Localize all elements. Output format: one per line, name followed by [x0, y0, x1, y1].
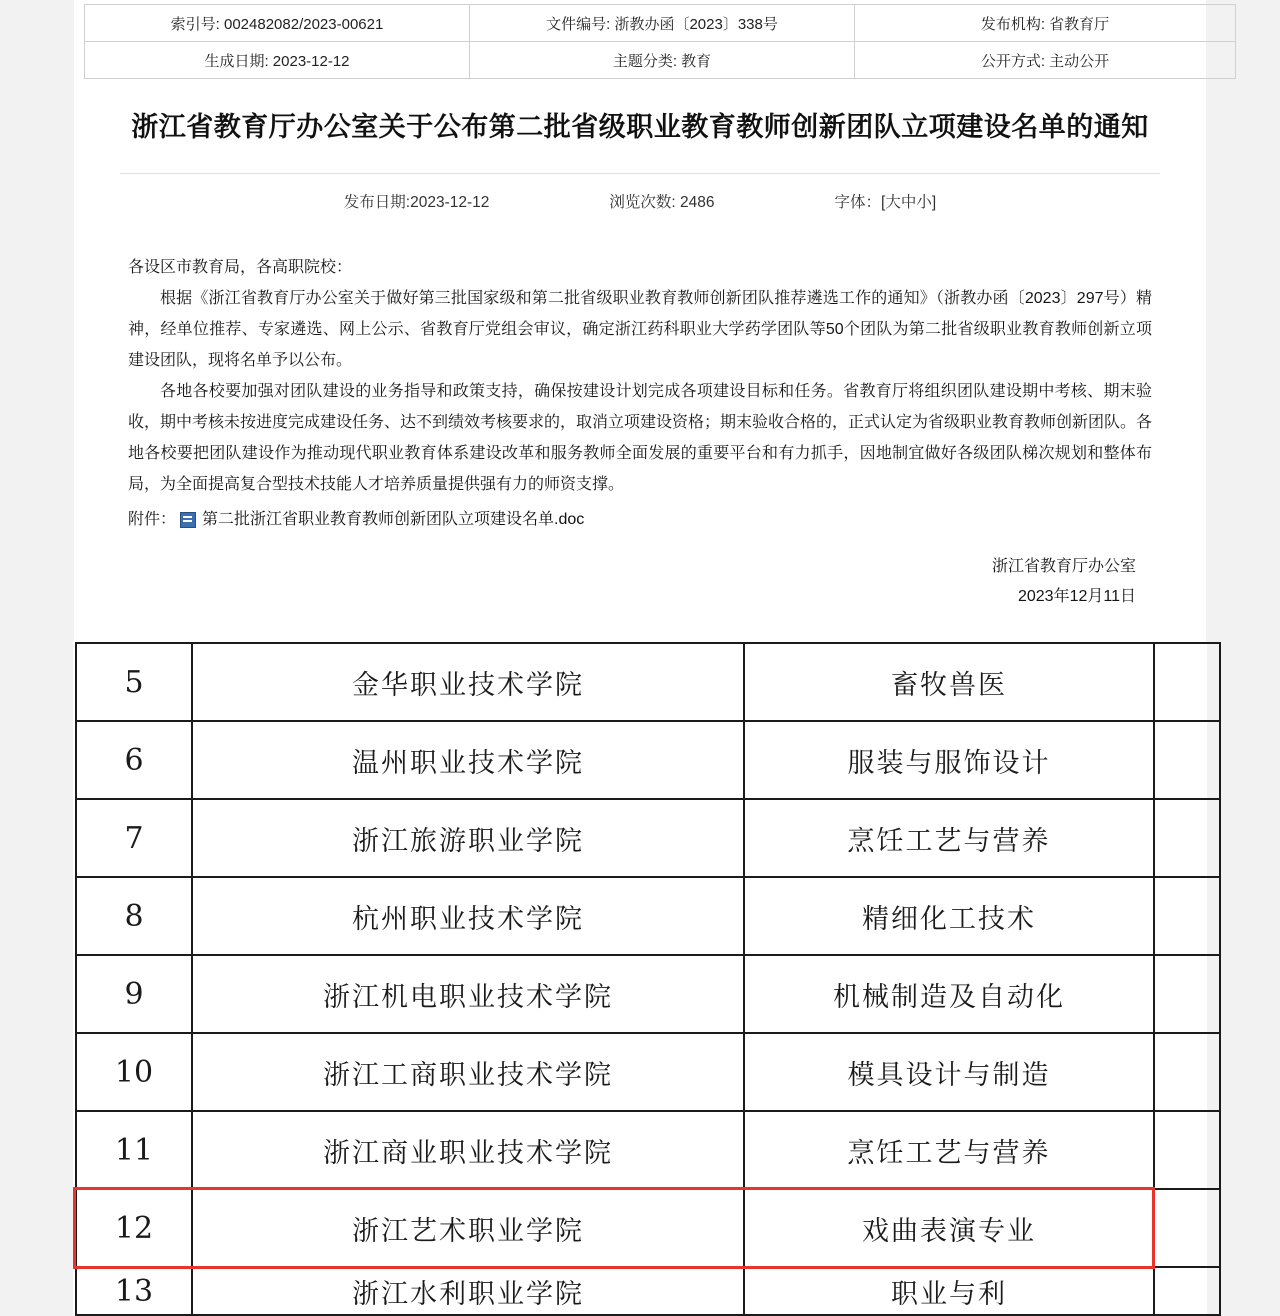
- row-school: 浙江机电职业技术学院: [192, 955, 744, 1033]
- signer-name: 浙江省教育厅办公室: [991, 558, 1136, 575]
- meta-cell-category: [470, 42, 855, 79]
- signature-date: 2023年12月11日: [1017, 588, 1136, 605]
- table-row-highlighted: [76, 1189, 1220, 1267]
- row-number: 10: [76, 1033, 192, 1111]
- table-row: [76, 721, 1220, 799]
- table-row: [76, 1111, 1220, 1189]
- row-school: 浙江艺术职业学院: [192, 1189, 744, 1267]
- meta-value: 002482082/2023-00621: [224, 15, 384, 33]
- row-extra: [1154, 643, 1220, 721]
- attachment-link[interactable]: 第二批浙江省职业教育教师创新团队立项建设名单.doc: [202, 511, 585, 528]
- row-major: 机械制造及自动化: [744, 955, 1154, 1033]
- document-file-icon: [180, 512, 196, 528]
- row-extra: [1154, 1033, 1220, 1111]
- row-extra: [1154, 1189, 1220, 1267]
- left-margin-rail: [0, 0, 74, 1316]
- meta-label: 生成日期:: [204, 52, 269, 70]
- row-school: 温州职业技术学院: [192, 721, 744, 799]
- row-major: 戏曲表演专业: [744, 1189, 1154, 1267]
- table-row: [76, 877, 1220, 955]
- row-school: 杭州职业技术学院: [192, 877, 744, 955]
- row-major: 烹饪工艺与营养: [744, 799, 1154, 877]
- row-number: 6: [76, 721, 192, 799]
- meta-cell-publisher: [855, 5, 1236, 42]
- row-school: 浙江商业职业技术学院: [192, 1111, 744, 1189]
- row-extra: [1154, 799, 1220, 877]
- meta-cell-disclosure: [855, 42, 1236, 79]
- row-school: 浙江旅游职业学院: [192, 799, 744, 877]
- meta-value: 教育: [681, 52, 712, 70]
- signature-block: [84, 552, 1136, 612]
- meta-value: 2023-12-12: [272, 52, 350, 70]
- publish-date: 发布日期:2023-12-12: [343, 194, 490, 211]
- row-major: 服装与服饰设计: [744, 721, 1154, 799]
- row-major: 精细化工技术: [744, 877, 1154, 955]
- document-body: [128, 252, 1152, 500]
- row-extra: [1154, 721, 1220, 799]
- document-info-bar: [84, 190, 1196, 212]
- row-extra: [1154, 1111, 1220, 1189]
- row-number: 5: [76, 643, 192, 721]
- salutation: 各设区市教育局，各高职院校：: [128, 259, 353, 276]
- meta-label: 主题分类:: [612, 52, 677, 70]
- meta-value: 浙教办函〔2023〕338号: [614, 15, 778, 33]
- body-paragraph-2: 各地各校要加强对团队建设的业务指导和政策支持，确保按建设计划完成各项建设目标和任务。省教育厅将组织团队建设期中考核、期末验收，期中考核未按进度完成建设任务、达不到绩效考核要求的，取消立项建设资格；期末验收合格的，正式认定为省级职业教育教师创新团队。各地各校要把团队建设作为推动现代职业教育体系建设改革和服务教师全面发展的重要平台和有力抓手，因地制宜做好各级团队梯次规划和整体布局，为全面提高复合型技术技能人才培养质量提供强有力的师资支撑。: [128, 383, 1153, 493]
- row-extra: [1154, 877, 1220, 955]
- font-size-small-button[interactable]: 小: [916, 194, 932, 211]
- row-school: 金华职业技术学院: [192, 643, 744, 721]
- font-size-medium-button[interactable]: 中: [900, 194, 917, 211]
- font-size-large-button[interactable]: 大: [885, 194, 901, 211]
- table-row: [85, 42, 1236, 79]
- attachment-line: [128, 506, 1152, 534]
- attachment-scan-image: [73, 642, 1207, 1316]
- metadata-table: [84, 4, 1236, 79]
- meta-cell-createdate: [85, 42, 470, 79]
- table-row: [76, 643, 1220, 721]
- row-number: 12: [76, 1189, 192, 1267]
- meta-value: 省教育厅: [1049, 15, 1110, 33]
- row-number: 11: [76, 1111, 192, 1189]
- attachment-list-table: [75, 642, 1221, 1316]
- row-major: 畜牧兽医: [744, 643, 1154, 721]
- page-title: 浙江省教育厅办公室关于公布第二批省级职业教育教师创新团队立项建设名单的通知: [131, 112, 1149, 142]
- row-major: 烹饪工艺与营养: [744, 1111, 1154, 1189]
- row-number: 8: [76, 877, 192, 955]
- table-row: [76, 955, 1220, 1033]
- meta-cell-index: [85, 5, 470, 42]
- bracket-close: ]: [931, 194, 937, 211]
- meta-cell-docnumber: [470, 5, 855, 42]
- table-row: [76, 1033, 1220, 1111]
- row-number: 9: [76, 955, 192, 1033]
- row-extra: [1154, 1267, 1220, 1315]
- table-row: [85, 5, 1236, 42]
- document-content: [84, 4, 1196, 612]
- bracket-open: [: [881, 194, 886, 211]
- meta-label: 公开方式:: [980, 52, 1045, 70]
- row-major: 模具设计与制造: [744, 1033, 1154, 1111]
- row-school: 浙江工商职业技术学院: [192, 1033, 744, 1111]
- view-count: 浏览次数: 2486: [609, 194, 715, 211]
- font-size-label: 字体：: [834, 194, 882, 211]
- attachment-label: 附件：: [128, 511, 177, 528]
- table-row: [76, 1267, 1220, 1315]
- font-size-controls: [835, 190, 937, 212]
- row-number: 7: [76, 799, 192, 877]
- row-major: 职业与利: [744, 1267, 1154, 1315]
- body-paragraph-1: 根据《浙江省教育厅办公室关于做好第三批国家级和第二批省级职业教育教师创新团队推荐遴选工作的通知》（浙教办函〔2023〕297号）精神，经单位推荐、专家遴选、网上公示、省教育厅党组会审议，确定浙江药科职业大学药学团队等50个团队为第二批省级职业教育教师创新立项建设团队，现将名单予以公布。: [128, 290, 1152, 369]
- title-divider: [120, 173, 1160, 174]
- table-row: [76, 799, 1220, 877]
- meta-label: 文件编号:: [546, 15, 611, 33]
- meta-label: 发布机构:: [980, 15, 1045, 33]
- row-school: 浙江水利职业学院: [192, 1267, 744, 1315]
- meta-label: 索引号:: [170, 15, 220, 33]
- row-number: 13: [76, 1267, 192, 1315]
- meta-value: 主动公开: [1049, 52, 1110, 70]
- row-extra: [1154, 955, 1220, 1033]
